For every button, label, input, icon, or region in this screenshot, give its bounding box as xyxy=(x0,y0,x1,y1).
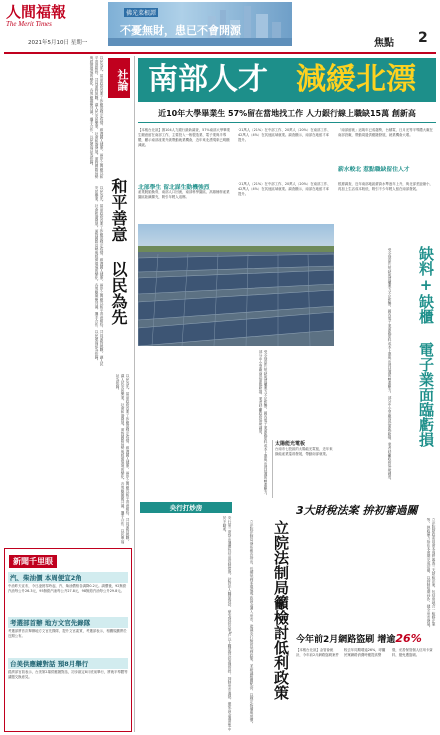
news-box-item xyxy=(8,572,128,614)
photo-caption xyxy=(272,440,334,498)
main-headline xyxy=(138,58,436,102)
main-subhead: 近10年大學畢業生 57%留在當地找工作 人力銀行線上職缺15萬 創新高 xyxy=(158,109,416,118)
solar-field-image xyxy=(138,224,334,346)
column-body: 央行第三度祭出選擇性信用管制措施，針對法人購屋貸款、豪宅貸款及第3戶以上購屋貸款加強管控，抑制房市過熱，避免資金過度集中於不動產。 xyxy=(223,516,232,731)
masthead xyxy=(0,0,440,52)
banner-small-label: 佛光菜根譚 xyxy=(126,10,157,17)
news-box-item xyxy=(8,658,128,700)
news-item-heading: 考選部首辦 地方文官先錄隊 xyxy=(8,617,128,628)
main-body-col1: 【本報台北訊】據104人力銀行最新調查，57%南部大學畢業生願意留在南部工作，主要投入一般製造業、電子業與半導體，顯示南部產業升級帶動就業機會，近年來北漂現象已明顯減緩。 xyxy=(138,128,230,147)
main-body-col1b: 產業脫胎換骨，南部人口回流，南部科學園區、高雄楠梓產業園區陸續擴充，吸引年輕人返鄉。 xyxy=(138,190,230,199)
main-body-col2: ‧21萬人（21%）在中部工作、20萬人（20%）在南部工作、42萬人（4%）在其他區域就業。調查顯示，南部在地留才率提升。 xyxy=(238,128,331,142)
news-box xyxy=(4,548,132,732)
main-body-col2b: ‧21萬人（21%）在中部工作、20萬人（20%）在南部工作、42萬人（4%）在其他區域就業。調查顯示，南部在地留才率提升。 xyxy=(238,182,331,196)
main-subhead-rule xyxy=(138,122,436,123)
story5-body: 【本報台北訊】金管會統計，今年前2月網路盜刷案件較去年同期增逾26%，呼籲民眾網路消費時應提高警覺，妥善保管個人信用卡資料，避免遭盜刷。 xyxy=(296,648,433,657)
editorial-body-bottom: 以民為先，當前政府首要工作應是穩定疫情，維護國人健康，兩岸之間應以和平善意相待，共同面對挑戰，讓人民安居樂業，社會和諧發展。面對國際局勢與經濟環境的變化，各界應凝聚共識，攜手合作，以民眾福祉為依歸。 xyxy=(116,374,130,544)
logo-chinese: 人間福報 xyxy=(6,3,67,21)
story3-headline: 立院法制局籲檢討低利政策 xyxy=(272,520,290,700)
main-subsection-2: 薪水較北 惹點職缺留住人才 xyxy=(338,167,410,173)
story2-headline: 缺料+缺櫃 電子業面臨虧損 xyxy=(417,246,435,447)
story2 xyxy=(336,244,436,494)
photo-caption-title: 太陽能光電板 xyxy=(275,441,306,447)
page-number: 2 xyxy=(418,30,428,46)
story4-body: 立法院財政委員會本周將審查三大財稅法案，包括房地合一稅修正案等，執政黨力拚在本會期完成初審，以抑制短期炒作，健全房市發展。 xyxy=(427,518,436,630)
story3-body: 立法院法制局發布報告指出，長期低利率環境導致資金湧入房市，建議央行檢討低利政策，並研議相關配套，以穩定物價與房價。 xyxy=(250,520,254,726)
column-divider xyxy=(134,56,135,732)
masthead-banner xyxy=(108,2,292,46)
editorial-body-top: 以民為先，當前政府首要工作應是穩定疫情，維護國人健康，兩岸之間應以和平善意相待，共同面對挑戰，讓人民安居樂業，社會和諧發展。面對國際局勢與經濟環境的變化，各界應凝聚共識，攜手合作，以民眾福祉為依歸。 xyxy=(90,56,104,179)
column-tag: 央行打炒房 xyxy=(140,502,232,513)
story3 xyxy=(234,500,294,732)
photo-caption-body: 台南市七股區的太陽能光電板，近年來綠能產業蓬勃發展，帶動南部就業。 xyxy=(275,447,333,456)
photo-side-text: 受全球晶片短缺與貨櫃運力不足影響，國內電子業面臨原料成本上漲與出貨延遲的雙重壓力，部分中小型廠商恐面臨虧損，業者呼籲政府協助調度。 xyxy=(259,350,268,498)
solar-panel-photo xyxy=(138,224,334,346)
editorial-tag: 社論 xyxy=(108,58,130,98)
news-item-body: 考選部將首次舉辦地方文官先錄隊，提升文官素質，考選部表示，相關規劃將於近期公布。 xyxy=(8,629,127,638)
news-item-heading: 汽、柴油價 本周便宜2角 xyxy=(8,572,128,583)
issue-date: 2021年5月10日 星期一 xyxy=(28,40,88,46)
banner-quote: 不憂無財，患已不會開源 xyxy=(120,24,241,37)
masthead-rule xyxy=(4,52,436,54)
story5-headline xyxy=(296,632,436,645)
main-subsection-1: 北部學生 留北謀生動機強烈 xyxy=(138,185,210,191)
news-item-body: 經濟部官員表示，台美第2場供應鏈對話，初步敲定8月底前舉行，將就半導體等議題交換意見。 xyxy=(8,670,128,679)
section-label: 焦點 xyxy=(374,38,394,49)
editorial-title: 和平善意 以民為先 xyxy=(109,178,128,325)
story5 xyxy=(296,632,436,732)
main-body-col3: 「南部留就」這幾年已成趨勢，台積電、日月光等半導體大廠在南部設廠，帶動周邊供應鏈發展，就業機會大增。 xyxy=(338,128,433,137)
story5-headline-number: 26% xyxy=(395,632,422,645)
story4-headline: 3大財稅法案 拚初審過關 xyxy=(296,504,418,517)
news-box-item xyxy=(8,617,128,655)
news-item-body: 中油昨天宣布，今日凌晨零時起，汽、柴油價格各調降0.2元。調價後，92無鉛汽油每公升26.3元，95無鉛汽油每公升27.8元，98無鉛汽油每公升29.8元。 xyxy=(8,584,127,593)
photo-caption-area xyxy=(138,350,334,498)
editorial-body-mid: 以民為先，當前政府首要工作應是穩定疫情，維護國人健康，兩岸之間應以和平善意相待，共同面對挑戰，讓人民安居樂業，社會和諧發展。面對國際局勢與經濟環境的變化，各界應凝聚共識，攜手合作，以民眾福祉為依歸。 xyxy=(95,186,104,366)
main-headline-part-b: 減緩北漂 xyxy=(296,62,416,97)
story5-headline-text: 今年前2月網路盜刷 增逾 xyxy=(296,635,396,645)
main-body-col3b: 根據調查，近年南部地區薪資水準逐年上升，與北部差距縮小，再加上生活成本較低，吸引不少年輕人留在南部發展。 xyxy=(338,182,433,191)
editorial-section xyxy=(4,56,132,544)
logo xyxy=(6,4,74,32)
news-item-heading: 台美供應鏈對話 預8月舉行 xyxy=(8,658,128,669)
main-story xyxy=(138,58,436,178)
story2-body: 受全球晶片短缺與貨櫃運力不足影響，國內電子業面臨原料成本上漲與出貨延遲的雙重壓力，部分中小型廠商恐面臨虧損，業者呼籲政府協助調度。 xyxy=(388,248,392,482)
news-box-title: 新聞千里眼 xyxy=(9,555,57,568)
main-headline-part-a: 南部人才 xyxy=(148,62,268,97)
logo-english: The Merit Times xyxy=(6,20,52,28)
